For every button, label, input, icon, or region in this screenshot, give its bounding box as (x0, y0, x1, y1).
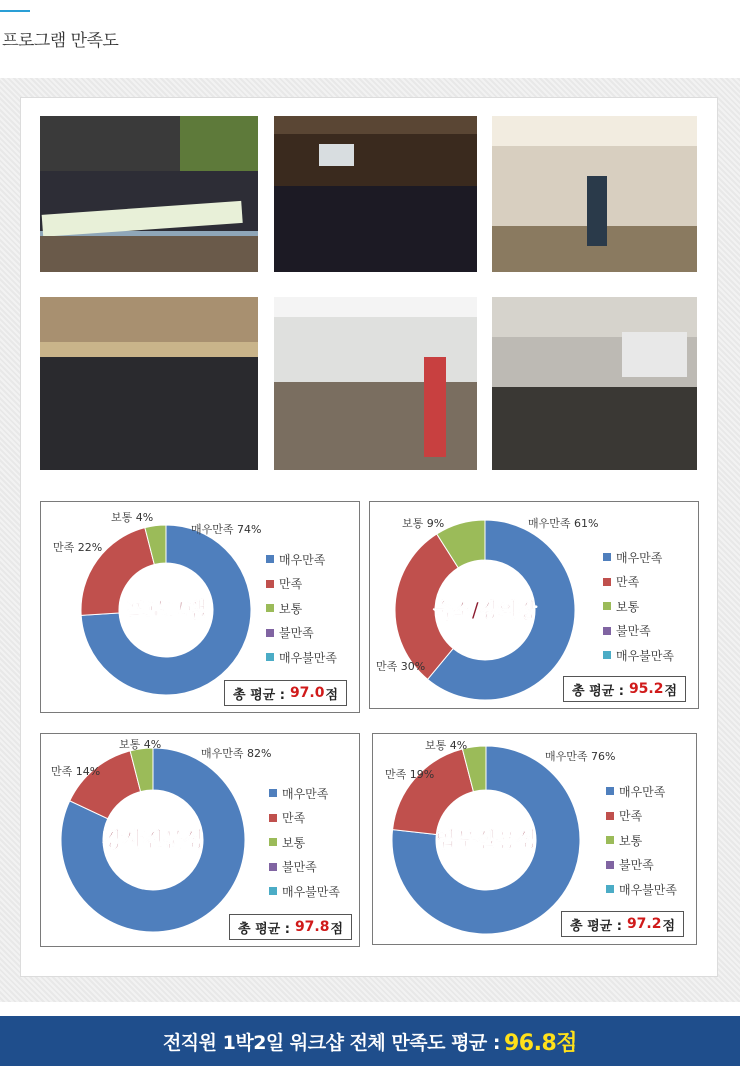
legend-swatch (269, 887, 277, 895)
legend-item-4 (606, 877, 677, 902)
chart-work-practicality (372, 733, 697, 945)
photo-lecture-hall (274, 116, 477, 272)
overall-average-banner (0, 1016, 740, 1066)
legend-label: 매우만족 (279, 552, 326, 567)
chart-instructor-expertise (40, 733, 360, 947)
legend-swatch (266, 629, 274, 637)
legend-label: 불만족 (619, 858, 654, 873)
legend-item-1 (606, 804, 677, 829)
legend-label: 불만족 (279, 626, 314, 641)
legend-swatch (606, 861, 614, 869)
chart-center-title: 강사전문성 (102, 828, 204, 852)
legend-label: 만족 (619, 809, 643, 824)
legend-swatch (603, 651, 611, 659)
photo-seminar-room (492, 297, 697, 470)
legend-swatch (603, 602, 611, 610)
legend-swatch (269, 863, 277, 871)
slice-label-1: 만족 22% (53, 541, 103, 554)
slice-label-1: 만족 19% (385, 768, 435, 781)
average-label: 총 평균 : (233, 687, 285, 703)
average-value: 97.8 (294, 919, 330, 935)
slice-label-0: 매우만족 82% (201, 747, 272, 760)
legend-swatch (606, 787, 614, 795)
average-label: 총 평균 : (572, 683, 624, 699)
legend-label: 보통 (279, 601, 303, 616)
legend-label: 매우불만족 (616, 648, 674, 663)
legend-item-3 (603, 619, 674, 644)
legend-swatch (603, 627, 611, 635)
average-label: 총 평균 : (238, 921, 290, 937)
legend-label: 매우만족 (282, 786, 329, 801)
chart-legend (266, 547, 337, 670)
legend-swatch (606, 885, 614, 893)
legend-swatch (606, 812, 614, 820)
legend-swatch (269, 789, 277, 797)
legend-label: 매우만족 (616, 550, 663, 565)
legend-swatch (269, 838, 277, 846)
legend-swatch (606, 836, 614, 844)
legend-label: 불만족 (616, 624, 651, 639)
average-value: 97.2 (626, 916, 662, 932)
legend-swatch (603, 553, 611, 561)
legend-item-3 (266, 621, 337, 646)
overall-average-label: 전직원 1박2일 워크샵 전체 만족도 평균 : (162, 1031, 500, 1054)
legend-label: 만족 (279, 577, 303, 592)
legend-item-4 (269, 879, 340, 904)
average-score-box (224, 680, 347, 706)
legend-item-1 (266, 572, 337, 597)
legend-item-4 (603, 643, 674, 668)
legend-item-2 (269, 830, 340, 855)
photo-exercise-session (492, 116, 697, 272)
average-unit: 점 (330, 921, 344, 937)
chart-center-title: 업무실용성 (435, 828, 537, 852)
average-unit: 점 (325, 687, 339, 703)
legend-label: 보통 (619, 833, 643, 848)
average-label: 총 평균 : (570, 918, 622, 934)
legend-item-0 (603, 545, 674, 570)
legend-swatch (266, 653, 274, 661)
section-title: 프로그램 만족도 (2, 31, 119, 51)
legend-item-2 (266, 596, 337, 621)
legend-label: 매우불만족 (619, 882, 677, 897)
slice-label-1: 만족 14% (51, 765, 101, 778)
legend-label: 매우불만족 (279, 650, 337, 665)
chart-legend (269, 781, 340, 904)
legend-label: 보통 (282, 835, 306, 850)
slice-label-0: 매우만족 61% (528, 517, 599, 530)
legend-label: 만족 (616, 575, 640, 590)
chart-center-title: 숙소/강의장 (433, 598, 537, 622)
slice-label-0: 매우만족 74% (191, 523, 262, 536)
slice-label-2: 보통 4% (119, 738, 162, 751)
legend-label: 매우불만족 (282, 884, 340, 899)
slice-label-2: 보통 9% (402, 517, 445, 530)
chart-program (40, 501, 360, 713)
chart-legend (606, 779, 677, 902)
title-accent-line (0, 10, 30, 12)
legend-swatch (266, 580, 274, 588)
legend-label: 매우만족 (619, 784, 666, 799)
average-score-box (229, 914, 352, 940)
average-value: 95.2 (628, 681, 664, 697)
legend-item-0 (266, 547, 337, 572)
slice-label-2: 보통 4% (425, 739, 468, 752)
legend-item-2 (603, 594, 674, 619)
chart-legend (603, 545, 674, 668)
legend-item-4 (266, 645, 337, 670)
legend-label: 보통 (616, 599, 640, 614)
average-score-box (561, 911, 684, 937)
photo-group-banner (40, 116, 258, 272)
photo-group-discussion (274, 297, 477, 470)
slice-label-1: 만족 30% (376, 660, 426, 673)
legend-swatch (266, 555, 274, 563)
chart-lodging-lecture-hall (369, 501, 699, 709)
average-score-box (563, 676, 686, 702)
legend-item-3 (606, 853, 677, 878)
legend-item-3 (269, 855, 340, 880)
legend-label: 불만족 (282, 860, 317, 875)
legend-item-0 (606, 779, 677, 804)
slice-label-2: 보통 4% (111, 511, 154, 524)
donut-slice-1 (393, 749, 474, 834)
overall-average-value: 96.8점 (504, 1030, 578, 1056)
legend-swatch (603, 578, 611, 586)
legend-label: 만족 (282, 811, 306, 826)
average-unit: 점 (662, 918, 676, 934)
photo-circle-activity (40, 297, 258, 470)
legend-item-0 (269, 781, 340, 806)
chart-center-title: 프로그램 (125, 598, 207, 622)
legend-item-1 (603, 570, 674, 595)
average-value: 97.0 (289, 685, 325, 701)
legend-item-2 (606, 828, 677, 853)
legend-swatch (266, 604, 274, 612)
average-unit: 점 (664, 683, 678, 699)
slice-label-0: 매우만족 76% (545, 750, 616, 763)
legend-item-1 (269, 806, 340, 831)
legend-swatch (269, 814, 277, 822)
